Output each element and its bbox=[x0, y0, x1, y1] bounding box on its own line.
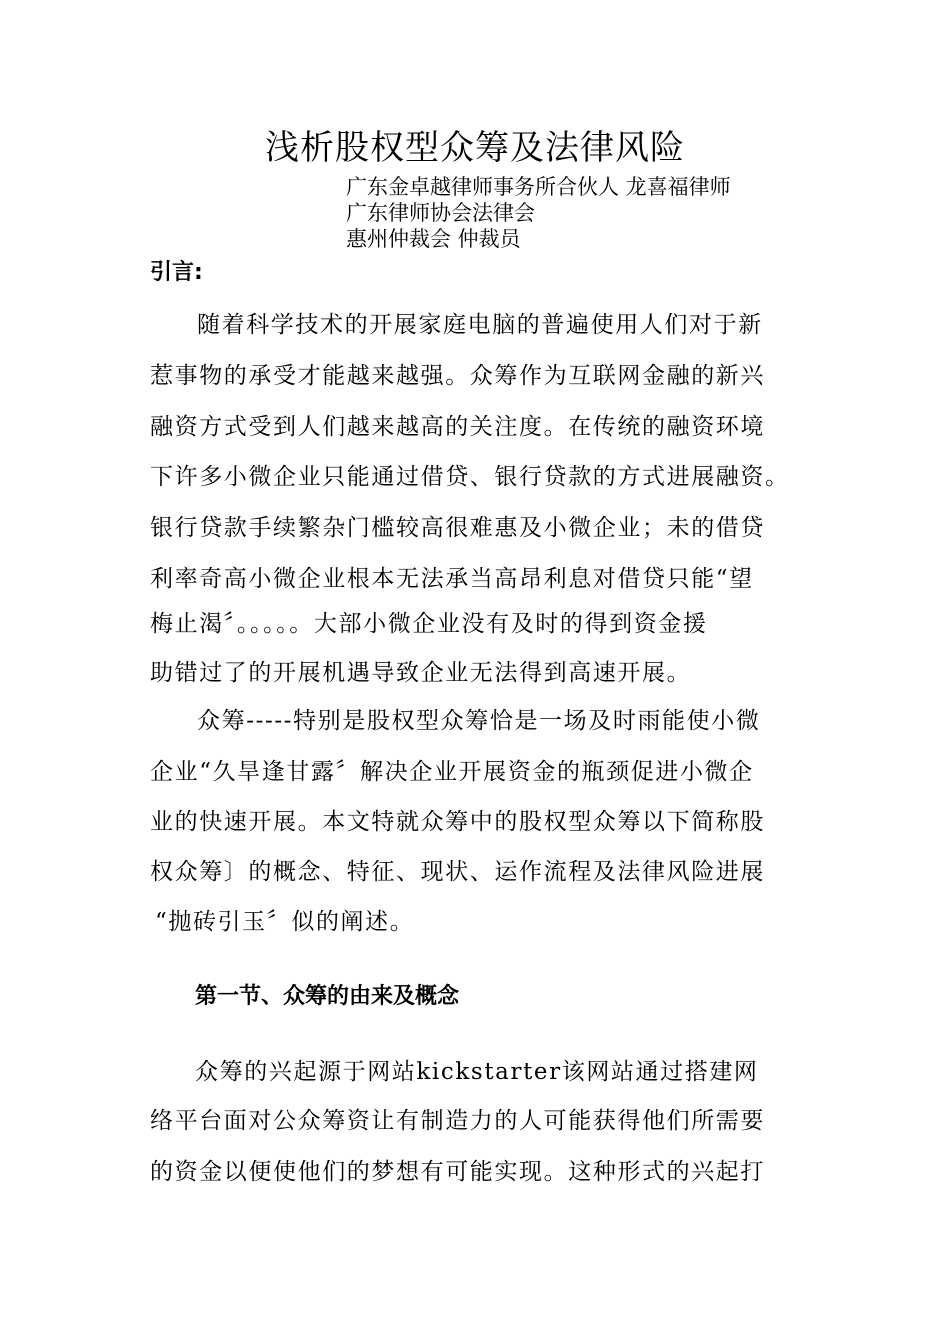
paragraph-line: 的资金以便使他们的梦想有可能实现。这种形式的兴起打 bbox=[150, 1159, 765, 1185]
paragraph-line: 下许多小微企业只能通过借贷、银行贷款的方式进展融资。 bbox=[150, 464, 790, 490]
intro-heading: 引言: bbox=[150, 260, 203, 285]
paragraph-line: 企业“久旱逢甘露〞解决企业开展资金的瓶颈促进小微企 bbox=[150, 759, 754, 785]
paragraph-line: 众筹-----特别是股权型众筹恰是一场及时雨能使小微 bbox=[197, 708, 761, 734]
author-line-association: 广东律师协会法律会 bbox=[346, 201, 535, 225]
paragraph-line: 利率奇高小微企业根本无法承当高昂利息对借贷只能“望 bbox=[150, 566, 754, 592]
author-line-arbitration: 惠州仲裁会 仲裁员 bbox=[346, 227, 521, 251]
paragraph-line: 银行贷款手续繁杂门槛较高很难惠及小微企业；未的借贷 bbox=[150, 515, 765, 541]
section-heading: 第一节、众筹的由来及概念 bbox=[195, 984, 460, 1009]
paragraph-line: 助错过了的开展机遇导致企业无法得到高速开展。 bbox=[150, 660, 692, 686]
paragraph-line: 业的快速开展。本文特就众筹中的股权型众筹以下简称股 bbox=[150, 809, 765, 835]
paragraph-line: 惹事物的承受才能越来越强。众筹作为互联网金融的新兴 bbox=[150, 363, 765, 389]
paragraph-line: 融资方式受到人们越来越高的关注度。在传统的融资环境 bbox=[150, 414, 765, 440]
paragraph-line: 络平台面对公众筹资让有制造力的人可能获得他们所需要 bbox=[150, 1108, 765, 1134]
paragraph-line: “抛砖引玉〞似的阐述。 bbox=[155, 909, 415, 935]
paragraph-line: 众筹的兴起源于网站kickstarter该网站通过搭建网 bbox=[195, 1059, 759, 1085]
author-line-firm: 广东金卓越律师事务所合伙人 龙喜福律师 bbox=[346, 175, 731, 199]
paragraph-line: 随着科学技术的开展家庭电脑的普遍使用人们对于新 bbox=[197, 312, 763, 338]
document-title: 浅析股权型众筹及法律风险 bbox=[265, 128, 685, 168]
paragraph-line: 权众筹〕的概念、特征、现状、运作流程及法律风险进展 bbox=[150, 859, 765, 885]
author-info bbox=[346, 174, 731, 252]
paragraph-line: 梅止渴〞。。。。。大部小微企业没有及时的得到资金援 bbox=[150, 611, 708, 637]
